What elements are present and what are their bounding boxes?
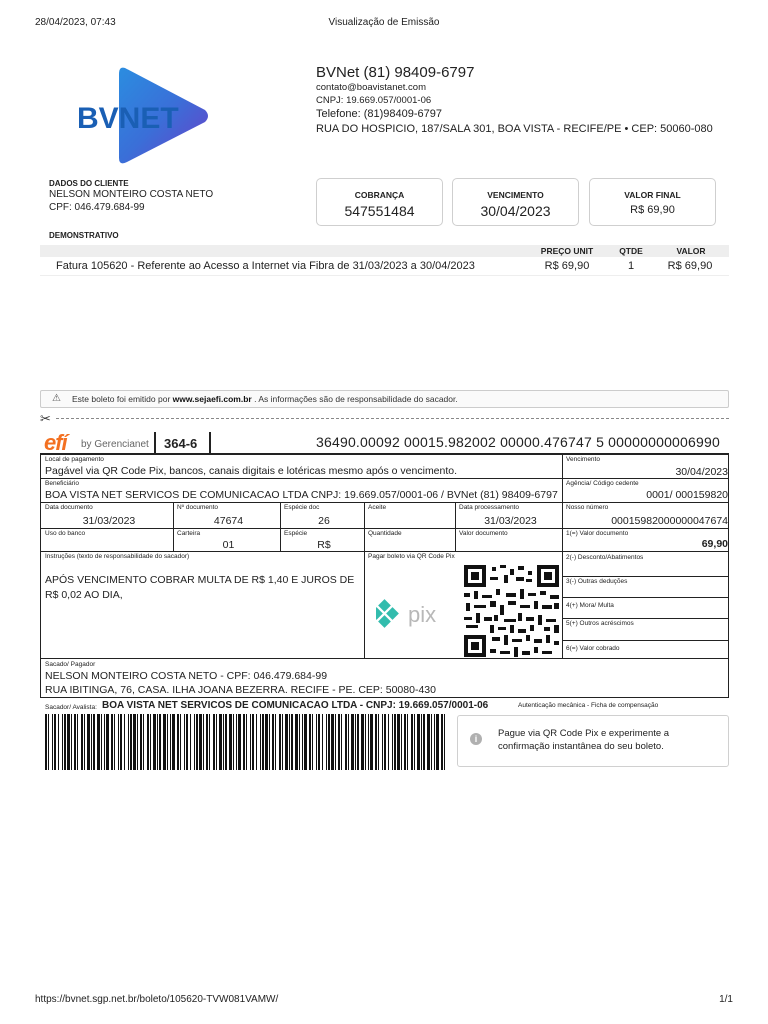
vencimento-box-value: 30/04/2023	[675, 466, 728, 478]
n-documento-label: Nº documento	[177, 504, 219, 511]
data-processamento-label: Data processamento	[459, 504, 519, 511]
pix-logo	[376, 597, 456, 634]
autenticacao-label: Autenticação mecânica - Ficha de compensação	[518, 702, 659, 709]
beneficiario-value: BOA VISTA NET SERVICOS DE COMUNICACAO LTDA CNPJ: 19.669.057/0001-06 / BVNet (81) 98409-6797	[45, 489, 558, 501]
vencimento-label: VENCIMENTO	[487, 190, 544, 200]
efi-by-text: by Gerencianet	[81, 439, 149, 450]
instrucoes-value: APÓS VENCIMENTO COBRAR MULTA DE R$ 1,40 E JUROS DE R$ 0,02 AO DIA,	[45, 574, 355, 601]
row-valor: R$ 69,90	[667, 260, 713, 272]
company-name: BVNet (81) 98409-6797	[316, 64, 475, 81]
data-processamento-value: 31/03/2023	[484, 515, 537, 527]
aceite-label: Aceite	[368, 504, 387, 511]
info-icon: i	[470, 733, 482, 745]
especie-value: R$	[317, 539, 331, 551]
carteira-value: 01	[222, 539, 235, 551]
vencimento-value: 30/04/2023	[480, 203, 551, 219]
quantidade-label: Quantidade	[368, 530, 402, 537]
especie-label: Espécie	[284, 530, 308, 537]
agencia-value: 0001/ 000159820	[646, 489, 728, 501]
efi-logo: efí	[44, 430, 67, 455]
row-qtde: 1	[627, 260, 635, 272]
sacado-label: Sacado/ Pagador	[45, 661, 96, 668]
sacado-line2: RUA IBITINGA, 76, CASA. ILHA JOANA BEZERRA. RECIFE - PE. CEP: 50080-430	[45, 684, 436, 696]
company-phone: Telefone: (81)98409-6797	[316, 108, 442, 120]
barcode	[45, 714, 447, 770]
scissors-icon: ✂	[40, 411, 51, 426]
company-address: RUA DO HOSPICIO, 187/SALA 301, BOA VISTA - RECIFE/PE • CEP: 50060-080	[316, 123, 713, 135]
data-documento-value: 31/03/2023	[82, 515, 136, 527]
cut-line	[56, 418, 729, 419]
especie-doc-value: 26	[318, 515, 330, 527]
nosso-numero-label: Nosso número	[566, 504, 609, 511]
valor-cobrado-label: 6(=) Valor cobrado	[566, 645, 620, 652]
bank-code: 364-6	[164, 436, 198, 451]
row-preco: R$ 69,90	[544, 260, 590, 272]
print-datetime: 28/04/2023, 07:43	[35, 17, 116, 28]
row-description: Fatura 105620 - Referente ao Acesso a Internet via Fibra de 31/03/2023 a 30/04/2023	[56, 260, 475, 272]
warning-icon: ⚠	[52, 393, 61, 404]
cobranca-card	[316, 178, 443, 226]
avalista-label: Sacador/ Avalista:	[45, 704, 97, 711]
beneficiario-label: Beneficiário	[45, 480, 79, 487]
notice-site-link[interactable]: www.sejaefi.com.br	[172, 394, 252, 404]
mora-label: 4(+) Mora/ Multa	[566, 602, 614, 609]
valor-final-card	[589, 178, 716, 226]
cobranca-label: COBRANÇA	[354, 190, 405, 200]
company-logo	[75, 66, 210, 166]
pix-qr-code	[464, 565, 559, 657]
desconto-label: 2(-) Desconto/Abatimentos	[566, 554, 644, 561]
col-valor: VALOR	[676, 246, 706, 256]
notice-text: Este boleto foi emitido por www.sejaefi.com.br . As informações são de responsabilidade do sacador.	[72, 394, 458, 404]
nosso-numero-value: 00015982000000047674	[611, 515, 728, 527]
client-heading: DADOS DO CLIENTE	[49, 179, 129, 188]
vencimento-card	[452, 178, 579, 226]
digit-line: 36490.00092 00015.982002 00000.476747 5 00000000006990	[316, 434, 720, 450]
outras-deducoes-label: 3(-) Outras deduções	[566, 578, 628, 585]
valor-documento-value: 69,90	[701, 538, 728, 550]
company-email: contato@boavistanet.com	[316, 82, 426, 93]
pix-qr-label: Pagar boleto via QR Code Pix	[368, 553, 455, 560]
pix-logo-text: pix	[408, 602, 437, 627]
carteira-label: Carteira	[177, 530, 201, 537]
print-url: https://bvnet.sgp.net.br/boleto/105620-TVW081VAMW/	[35, 994, 279, 1005]
col-preco-unit: PREÇO UNIT	[540, 246, 594, 256]
data-documento-label: Data documento	[45, 504, 93, 511]
uso-banco-label: Uso do banco	[45, 530, 86, 537]
client-cpf: CPF: 046.479.684-99	[49, 202, 145, 213]
avalista-value: BOA VISTA NET SERVICOS DE COMUNICACAO LTDA - CNPJ: 19.669.057/0001-06	[102, 700, 489, 711]
instrucoes-label: Instruções (texto de responsabilidade do sacador)	[45, 553, 190, 560]
col-qtde: QTDE	[619, 246, 643, 256]
client-name: NELSON MONTEIRO COSTA NETO	[49, 189, 214, 200]
sacado-line1: NELSON MONTEIRO COSTA NETO - CPF: 046.479.684-99	[45, 670, 328, 682]
valor-final-label: VALOR FINAL	[624, 190, 681, 200]
local-pagamento: Pagável via QR Code Pix, bancos, canais digitais e lotéricas mesmo após o vencimento.	[45, 465, 458, 477]
local-pagamento-label: Local de pagamento	[45, 456, 104, 463]
agencia-label: Agência/ Código cedente	[566, 480, 639, 487]
vencimento-box-label: Vencimento	[566, 456, 600, 463]
print-title: Visualização de Emissão	[328, 17, 440, 28]
cobranca-value: 547551484	[344, 203, 415, 219]
valor-documento-label: 1(=) Valor documento	[566, 530, 629, 537]
especie-doc-label: Espécie doc	[284, 504, 320, 511]
pix-promo-text: Pague via QR Code Pix e experimente a confirmação instantânea do seu boleto.	[498, 728, 670, 752]
valor-final-value: R$ 69,90	[630, 204, 675, 216]
logo-text: BVNET	[77, 102, 179, 135]
valor-label: Valor documento	[459, 530, 508, 537]
print-page-number: 1/1	[719, 994, 733, 1005]
n-documento-value: 47674	[213, 515, 244, 527]
company-cnpj: CNPJ: 19.669.057/0001-06	[316, 95, 432, 106]
demonstrativo-heading: DEMONSTRATIVO	[49, 231, 119, 240]
acrescimos-label: 5(+) Outros acréscimos	[566, 620, 634, 627]
